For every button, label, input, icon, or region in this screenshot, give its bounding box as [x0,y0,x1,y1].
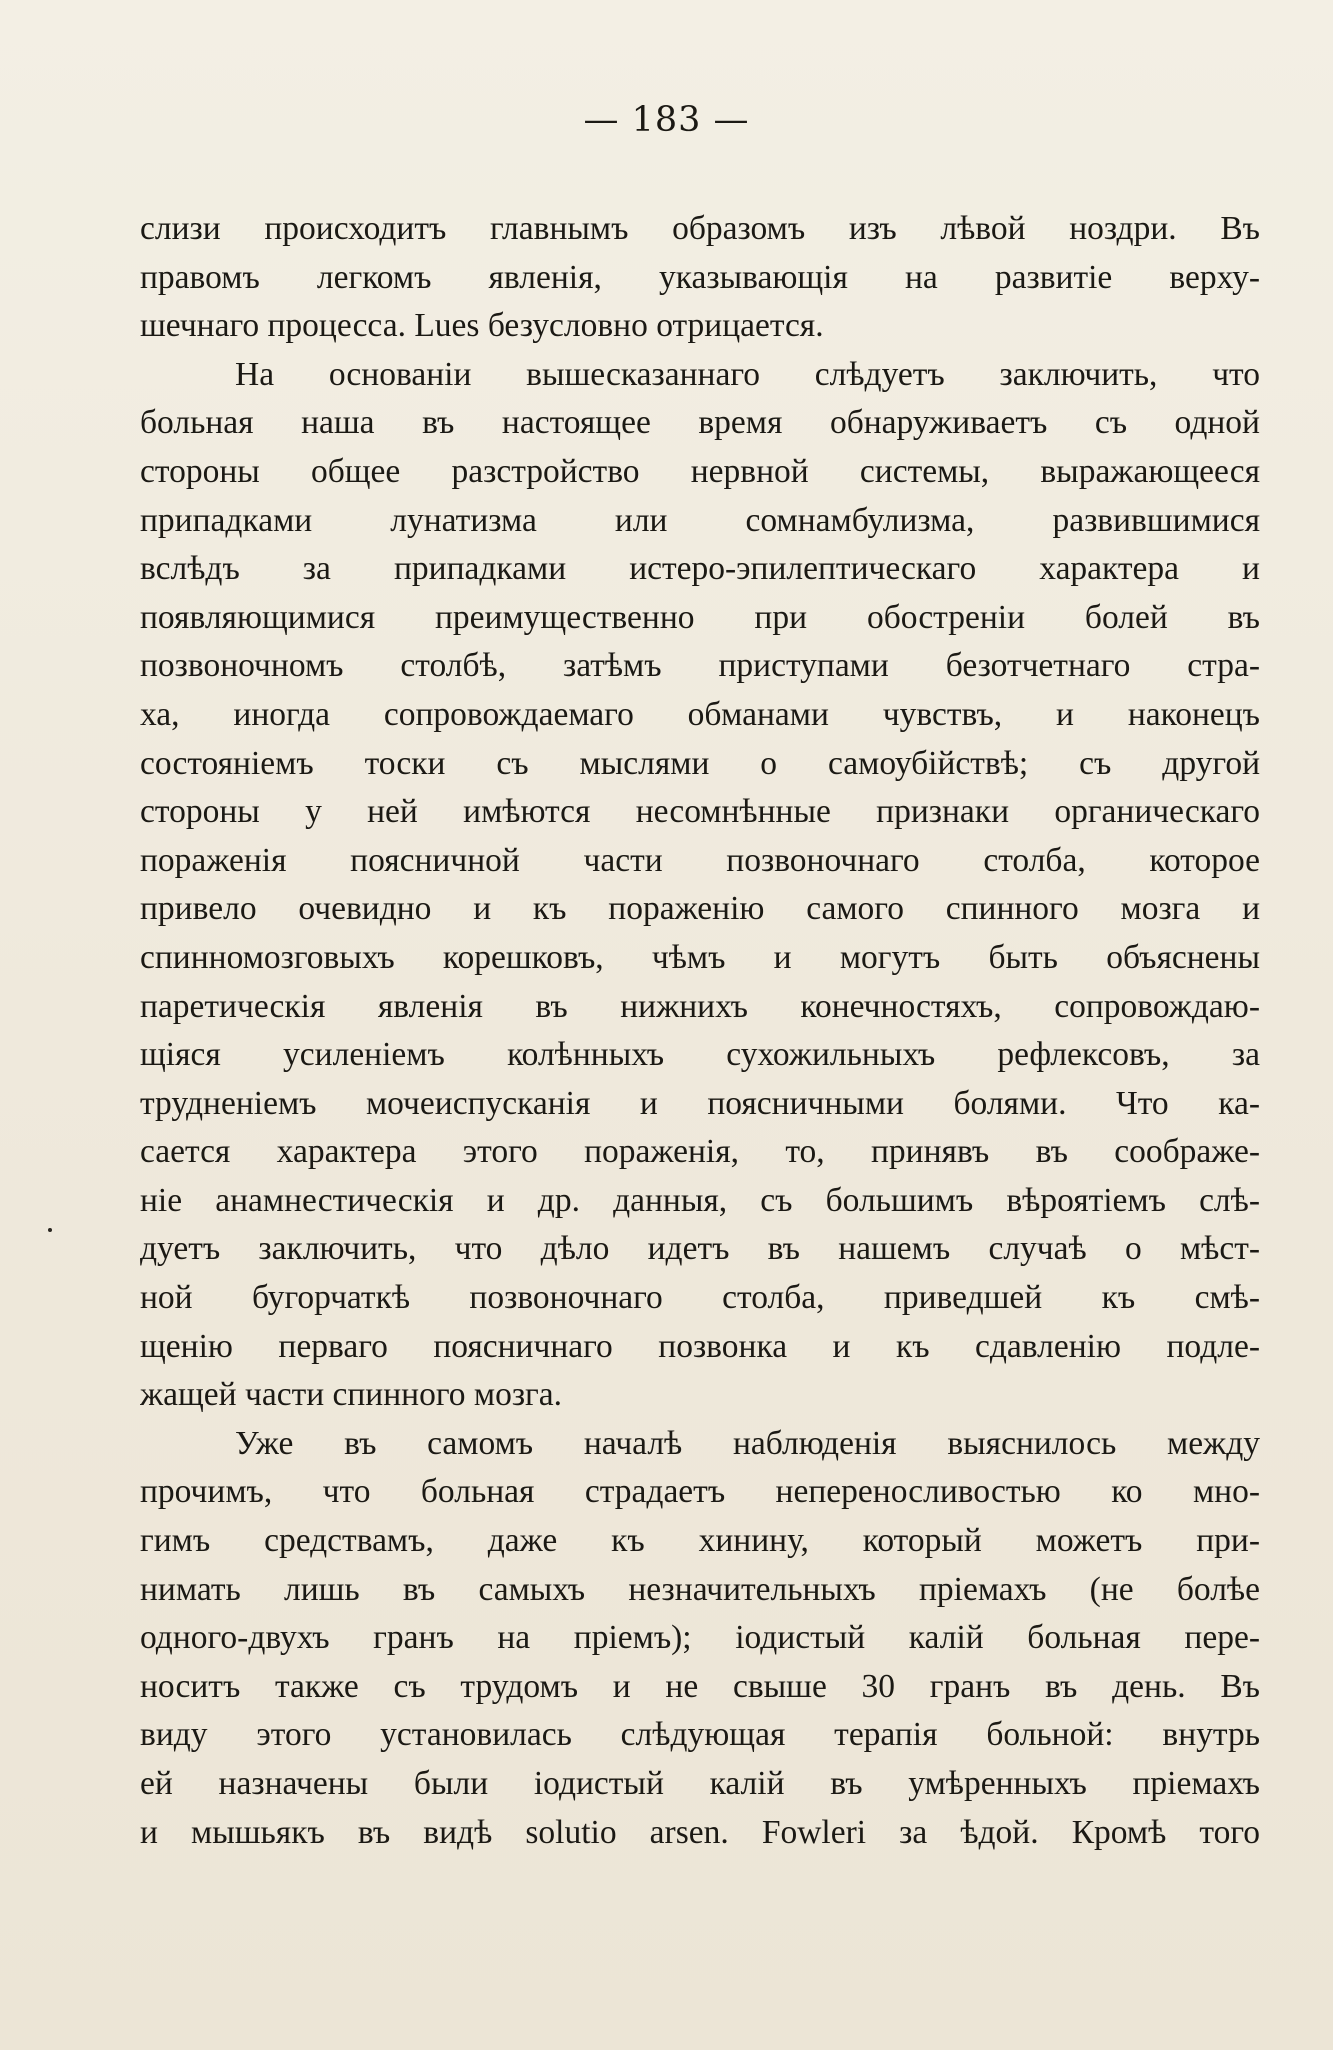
text-line: стороны у ней имѣются несомнѣнные признаки органическаго [140,793,1260,831]
text-line: носитъ также съ трудомъ и не свыше 30 гранъ въ день. Въ [140,1667,1260,1705]
text-line: правомъ легкомъ явленія, указывающія на развитіе верху- [140,258,1260,296]
page-number: — 183 — [583,100,750,140]
text-line: привело очевидно и къ пораженію самого спинного мозга и [140,890,1260,928]
text-line: виду этого установилась слѣдующая терапія больной: внутрь [140,1716,1260,1754]
text-line: и мышьякъ въ видѣ solutio arsen. Fowleri за ѣдой. Кромѣ того [140,1813,1260,1851]
text-line: припадками лунатизма или сомнамбулизма, развившимися [140,501,1260,539]
text-line: прочимъ, что больная страдаетъ непереносливостью ко мно- [140,1473,1260,1511]
text-line: ніе анамнестическія и др. данныя, съ большимъ вѣроятіемъ слѣ- [140,1181,1260,1219]
text-line: щіяся усиленіемъ колѣнныхъ сухожильныхъ рефлексовъ, за [140,1036,1260,1074]
text-line: трудненіемъ мочеиспусканія и поясничными болями. Что ка- [140,1084,1260,1122]
text-line: стороны общее разстройство нервной системы, выражающееся [140,452,1260,490]
text-line: позвоночномъ столбѣ, затѣмъ приступами безотчетнаго стра- [140,647,1260,685]
text-line: жащей части спинного мозга. [140,1376,563,1414]
text-line: состояніемъ тоски съ мыслями о самоубійствѣ; съ другой [140,744,1260,782]
text-line: пораженія поясничной части позвоночнаго столба, которое [140,841,1260,879]
text-line: спинномозговыхъ корешковъ, чѣмъ и могутъ быть объяснены [140,938,1260,976]
text-line: гимъ средствамъ, даже къ хинину, который можетъ при- [140,1522,1260,1560]
text-line: сается характера этого пораженія, то, принявъ въ соображе- [140,1133,1260,1171]
text-line: появляющимися преимущественно при обостреніи болей въ [140,598,1260,636]
text-line: вслѣдъ за припадками истеро-эпилептическаго характера и [140,550,1260,588]
text-line: На основаніи вышесказаннаго слѣдуетъ заключить, что [235,355,1260,393]
text-line: больная наша въ настоящее время обнаруживаетъ съ одной [140,404,1260,442]
text-line: дуетъ заключить, что дѣло идетъ въ нашемъ случаѣ о мѣст- [140,1230,1260,1268]
body-text [140,205,1260,1857]
text-line: нимать лишь въ самыхъ незначительныхъ пріемахъ (не болѣе [140,1570,1260,1608]
text-line: щенію перваго поясничнаго позвонка и къ сдавленію подле- [140,1327,1260,1365]
ink-speck [48,1228,52,1232]
text-line: шечнаго процесса. Lues безусловно отрицается. [140,307,824,345]
text-line: Уже въ самомъ началѣ наблюденія выяснилось между [235,1424,1260,1462]
text-line: ной бугорчаткѣ позвоночнаго столба, приведшей къ смѣ- [140,1279,1260,1317]
text-line: паретическія явленія въ нижнихъ конечностяхъ, сопровождаю- [140,987,1260,1025]
text-line: ей назначены были іодистый калій въ умѣренныхъ пріемахъ [140,1765,1260,1802]
text-line: одного-двухъ гранъ на пріемъ); іодистый калій больная пере- [140,1619,1260,1657]
text-line: ха, иногда сопровождаемаго обманами чувствъ, и наконецъ [140,695,1260,733]
text-line: слизи происходитъ главнымъ образомъ изъ лѣвой ноздри. Въ [140,210,1260,247]
